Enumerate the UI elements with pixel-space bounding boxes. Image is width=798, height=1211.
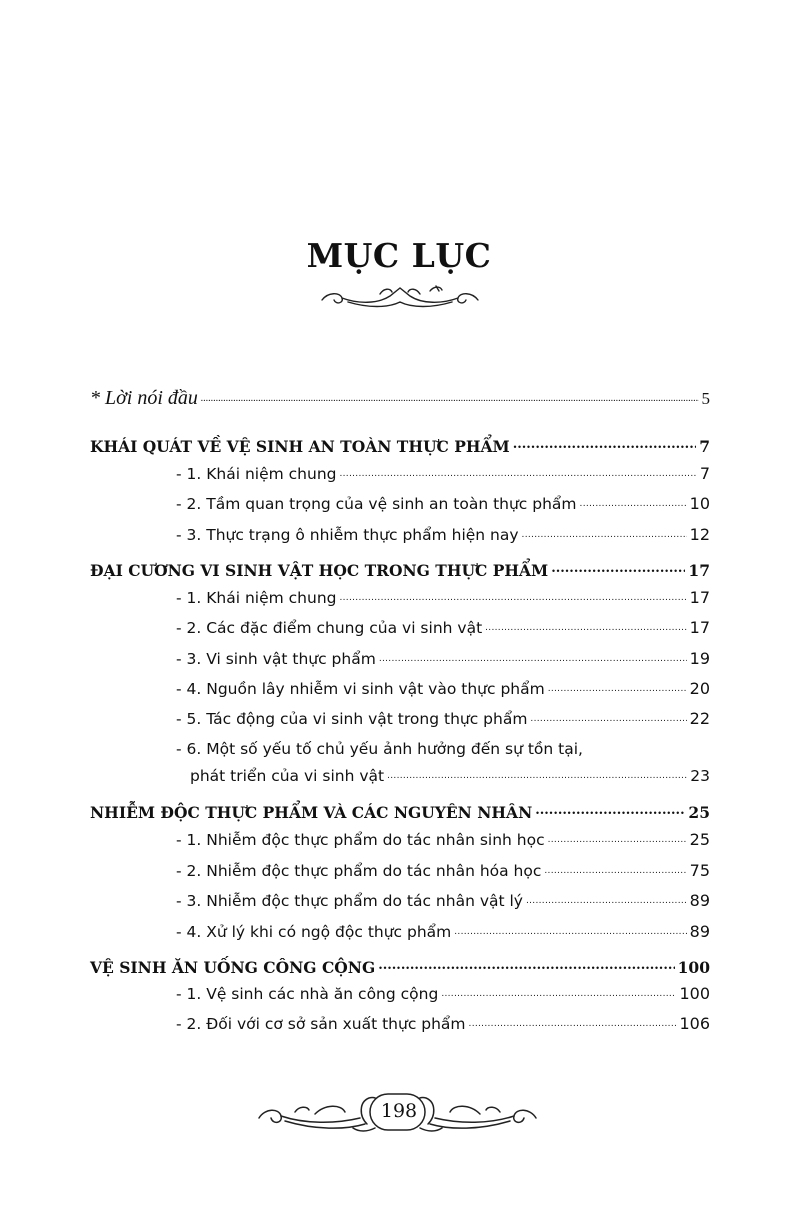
toc-item-label: - 2. Nhiễm độc thực phẩm do tác nhân hóa học: [176, 862, 542, 880]
toc-item[interactable]: [176, 1014, 710, 1033]
toc-page-number: 25: [688, 802, 710, 822]
toc-page-number: 89: [689, 922, 710, 941]
toc-page-number: 23: [690, 767, 710, 785]
dot-leader: [339, 465, 696, 479]
toc-page-number: 75: [689, 861, 710, 880]
toc-page-number: 5: [701, 389, 710, 408]
toc-chapter-1[interactable]: [90, 436, 710, 456]
toc-page-number: 89: [689, 891, 710, 910]
toc-item[interactable]: [176, 464, 710, 483]
toc-item[interactable]: [176, 588, 710, 607]
toc-item-continuation[interactable]: [190, 767, 710, 785]
dot-leader: [339, 589, 686, 603]
toc-item-label: - 4. Xử lý khi có ngộ độc thực phẩm: [176, 923, 452, 941]
dot-leader: [580, 495, 687, 509]
toc-item-label: - 1. Khái niệm chung: [176, 589, 337, 607]
toc-item-label: - 4. Nguồn lây nhiễm vi sinh vật vào thực phẩm: [176, 680, 545, 698]
dot-leader: [387, 767, 687, 781]
toc-page-number: 17: [689, 618, 710, 637]
toc-page-number: 12: [689, 525, 710, 544]
dot-leader: [551, 560, 685, 576]
dot-leader: [485, 619, 687, 633]
toc-page-number: 17: [688, 560, 710, 580]
toc-item-label: - 1. Vệ sinh các nhà ăn công cộng: [176, 985, 439, 1003]
chapter-title: NHIỄM ĐỘC THỰC PHẨM VÀ CÁC NGUYÊN NHÂN: [90, 802, 533, 822]
dot-leader: [526, 892, 687, 906]
toc-page-number: 106: [679, 1014, 710, 1033]
toc-item-label: phát triển của vi sinh vật: [190, 767, 385, 785]
dot-leader: [522, 526, 687, 540]
page-title: MỤC LỤC: [306, 236, 492, 275]
toc-page-number: 19: [689, 649, 710, 668]
toc-item-label: - 2. Tầm quan trọng của vệ sinh an toàn thực phẩm: [176, 495, 577, 513]
toc-page-number: 10: [689, 494, 710, 513]
chapter-title: KHÁI QUÁT VỀ VỆ SINH AN TOÀN THỰC PHẨM: [90, 436, 510, 456]
toc-item[interactable]: [176, 984, 710, 1003]
chapter-title: ĐẠI CƯƠNG VI SINH VẬT HỌC TRONG THỰC PHẨM: [90, 560, 549, 580]
dot-leader: [469, 1015, 677, 1029]
toc-item[interactable]: [176, 830, 710, 849]
toc-intro-entry[interactable]: [90, 384, 710, 410]
toc-page-number: 25: [689, 830, 710, 849]
toc-item[interactable]: [176, 709, 710, 728]
chapter-title: VỆ SINH ĂN UỐNG CÔNG CỘNG: [90, 957, 376, 977]
toc-page-number: 7: [699, 464, 710, 483]
dot-leader: [378, 957, 674, 973]
toc-item[interactable]: [176, 740, 710, 758]
dot-leader: [544, 862, 686, 876]
toc-item-label: - 2. Các đặc điểm chung của vi sinh vật: [176, 619, 483, 637]
page-number: 198: [380, 1100, 418, 1122]
toc-page-number: 7: [699, 436, 710, 456]
toc-item[interactable]: [176, 649, 710, 668]
toc-chapter-3[interactable]: [90, 802, 710, 822]
dot-leader: [513, 436, 697, 452]
dot-leader: [530, 710, 686, 724]
toc-item-label: - 6. Một số yếu tố chủ yếu ảnh hưởng đến sự tồn tại,: [176, 740, 583, 758]
toc-item[interactable]: [176, 525, 710, 544]
toc-chapter-2[interactable]: [90, 560, 710, 580]
toc-item-label: - 3. Thực trạng ô nhiễm thực phẩm hiện nay: [176, 526, 519, 544]
toc-item[interactable]: [176, 679, 710, 698]
toc-chapter-4[interactable]: [90, 957, 710, 977]
toc-item-label: - 3. Nhiễm độc thực phẩm do tác nhân vật lý: [176, 892, 523, 910]
toc-item[interactable]: [176, 922, 710, 941]
toc-page-number: 20: [689, 679, 710, 698]
title-ornament-icon: [318, 282, 482, 310]
toc-item[interactable]: [176, 861, 710, 880]
toc-item-label: - 3. Vi sinh vật thực phẩm: [176, 650, 376, 668]
toc-page-number: 100: [677, 957, 710, 977]
toc-item[interactable]: [176, 494, 710, 513]
dot-leader: [548, 831, 687, 845]
dot-leader: [379, 650, 687, 664]
toc-item-label: - 2. Đối với cơ sở sản xuất thực phẩm: [176, 1015, 466, 1033]
toc-item[interactable]: [176, 891, 710, 910]
toc-item-label: - 5. Tác động của vi sinh vật trong thực phẩm: [176, 710, 528, 728]
toc-intro-label: * Lời nói đầu: [90, 387, 198, 409]
dot-leader: [454, 923, 686, 937]
dot-leader: [535, 802, 685, 818]
toc-page-number: 17: [689, 588, 710, 607]
toc-item-label: - 1. Khái niệm chung: [176, 465, 337, 483]
dot-leader: [201, 384, 699, 404]
toc-item[interactable]: [176, 618, 710, 637]
dot-leader: [441, 985, 676, 999]
dot-leader: [548, 680, 687, 694]
toc-item-label: - 1. Nhiễm độc thực phẩm do tác nhân sinh học: [176, 831, 545, 849]
toc-page-number: 22: [689, 709, 710, 728]
toc-page-number: 100: [679, 984, 710, 1003]
